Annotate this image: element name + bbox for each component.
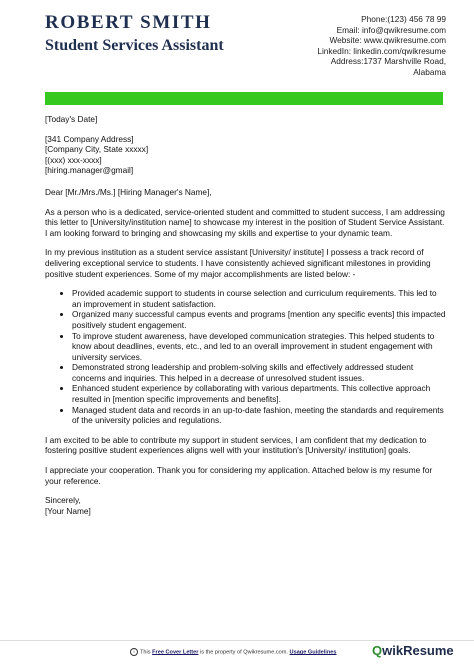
- info-icon: i: [130, 648, 138, 656]
- applicant-role: Student Services Assistant: [45, 37, 224, 54]
- contact-linkedin[interactable]: LinkedIn: linkedin.com/qwikresume: [317, 45, 446, 56]
- letter-date: [Today's Date]: [45, 114, 98, 124]
- footer-prefix: This: [140, 649, 153, 656]
- free-cover-letter-link[interactable]: Free Cover Letter: [152, 649, 199, 656]
- usage-guidelines-link[interactable]: Usage Guidelines: [289, 649, 337, 656]
- letter-body: [45, 114, 447, 516]
- qwikresume-logo[interactable]: [372, 643, 454, 658]
- contact-address-line-1: Address:1737 Marshville Road,: [330, 56, 446, 67]
- logo-q: Q: [372, 643, 383, 658]
- signature-name: [Your Name]: [45, 505, 91, 516]
- logo-wordmark: wikResume: [382, 643, 454, 658]
- paragraph-intro: As a person who is a dedicated, service-oriented student and committed to student success, I am addressing this letter to [University/institution name] to showcase my interest in the position of Student Service Assistant. I am looking forward to bringing and showcasing my skills and expertise to your dynamic team.: [45, 206, 445, 238]
- accomplishment-item: • Enhanced student experience by collaborating with various departments. This collective approach resulted in [mention specific improvements and benefits].: [72, 383, 447, 404]
- accent-divider-bar: [45, 92, 443, 105]
- contact-website[interactable]: Website: www.qwikresume.com: [329, 35, 446, 46]
- contact-email[interactable]: Email: info@qwikresume.com: [336, 24, 446, 35]
- salutation: Dear [Mr./Mrs./Ms.] [Hiring Manager's Name],: [45, 186, 212, 197]
- accomplishment-item: • To improve student awareness, have developed communication strategies. This helped students to know about deadlines, events, etc., and led to an overall improvement in student engagement with university services.: [72, 331, 447, 363]
- accomplishment-item: • Demonstrated strong leadership and problem-solving skills and effectively addressed student concerns and inquiries. This helped in a decrease of unresolved student issues.: [72, 362, 447, 383]
- recipient-line: [Company City, State xxxxx]: [45, 144, 149, 155]
- closing: Sincerely,: [45, 495, 81, 506]
- accomplishment-item: • Provided academic support to students in course selection and curriculum requirements. This led to an improvement in student satisfaction.: [72, 288, 447, 309]
- footer-notice: [130, 648, 337, 656]
- accomplishments-list: [45, 288, 447, 426]
- contact-block: [236, 14, 446, 78]
- recipient-line: [(xxx) xxx-xxxx]: [45, 154, 102, 165]
- paragraph-appreciation: I appreciate your cooperation. Thank you for considering my application. Attached below is my resume for your reference.: [45, 465, 433, 486]
- paragraph-excitement: I am excited to be able to contribute my support in student services, I am confident that my dedication to fostering positive student experiences aligns well with your institution's [University/ institution] goals.: [45, 434, 427, 456]
- recipient-line: [341 Company Address]: [45, 133, 134, 144]
- applicant-name: ROBERT SMITH: [45, 12, 212, 33]
- paragraph-experience: In my previous institution as a student service assistant [University/ institute] I possess a track record of delivering exceptional service to students. I have consistently achieved significant milestones in providing positive student experiences. Some of my major accomplishments are listed below: -: [45, 247, 431, 279]
- contact-phone: Phone:(123) 456 78 99: [361, 14, 446, 24]
- recipient-address: [45, 134, 447, 176]
- recipient-line: [hiring.manager@gmail]: [45, 165, 134, 176]
- footer-middle: is the property of Qwikresume.com.: [198, 649, 290, 656]
- footer-divider: [0, 640, 474, 641]
- accomplishment-item: • Managed student data and records in an up-to-date fashion, meeting the standards and requirements of the university policies and regulations.: [72, 405, 447, 426]
- accomplishment-item: • Organized many successful campus events and programs [mention any specific events] this impacted positively student engagement.: [72, 309, 447, 330]
- contact-address-line-2: Alabama: [413, 66, 446, 77]
